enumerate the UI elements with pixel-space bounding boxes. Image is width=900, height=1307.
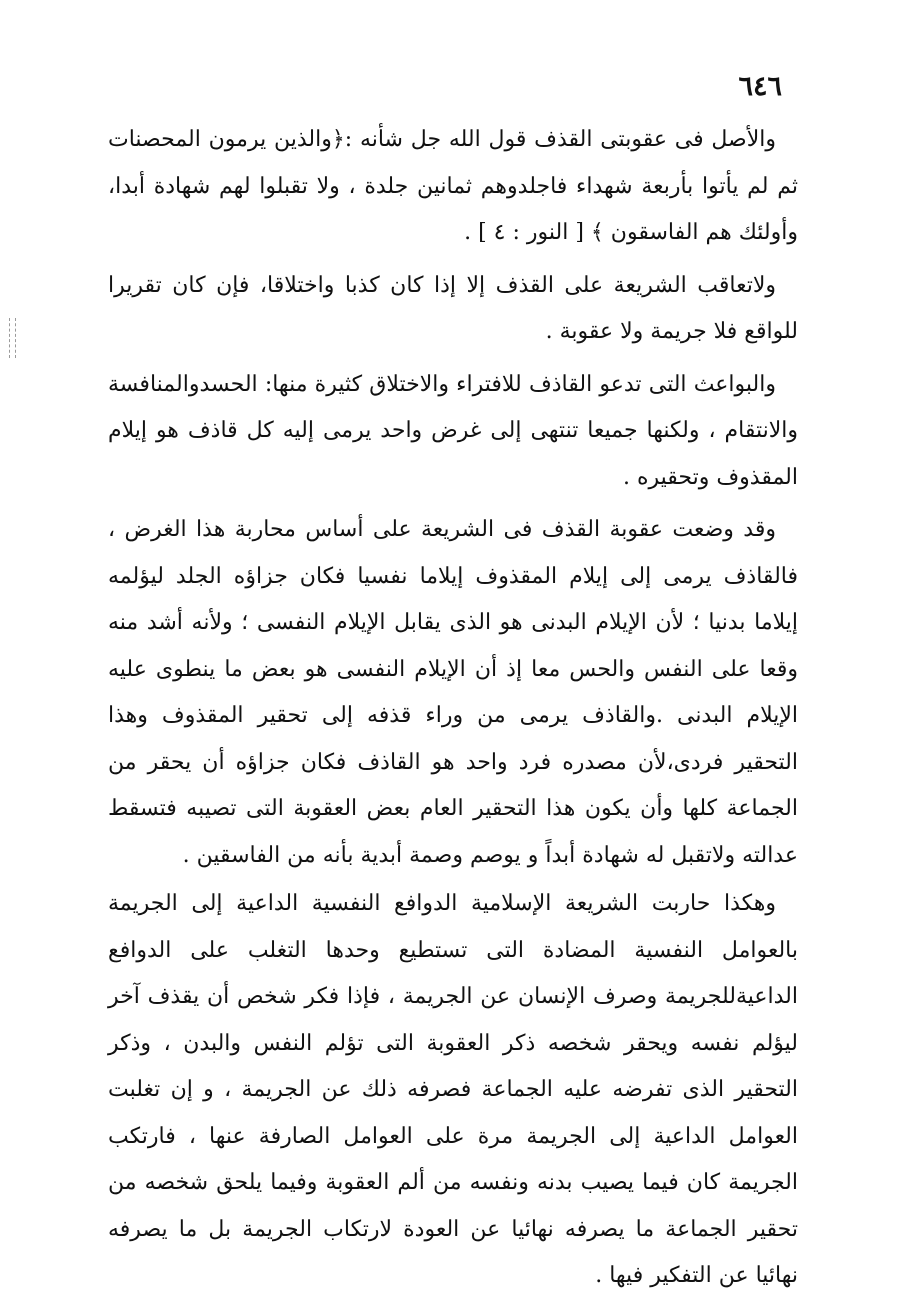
margin-scan-marks: [6, 318, 20, 358]
scan-mark: [15, 318, 16, 358]
paragraph: ولاتعاقب الشريعة على القذف إلا إذا كان كذبا واختلاقا، فإن كان تقريرا للواقع فلا جريمة ولا عقوبة .: [108, 272, 798, 344]
body-text: [108, 117, 798, 1306]
paragraph: وقد وضعت عقوبة القذف فى الشريعة على أساس محاربة هذا الغرض ، فالقاذف يرمى إلى إيلام المقذوف إيلاما نفسيا فكان جزاؤه الجلد ليؤلمه إيلاما بدنيا ؛ لأن الإيلام البدنى هو الذى يقابل الإيلام النفسى ؛ ولأنه أشد منه وقعا على النفس والحس معا إذ أن الإيلام النفسى هو بعض ما ينطوى عليه الإيلام البدنى .والقاذف يرمى من وراء قذفه إلى تحقير المقذوف وهذا التحقير فردى،لأن مصدره فرد واحد هو القاذف فكان جزاؤه أن يحقر من الجماعة كلها وأن يكون هذا التحقير العام بعض العقوبة التى تصيبه فتسقط عدالته ولاتقبل له شهادة أبداً و يوصم وصمة أبدية بأنه من الفاسقين .: [108, 517, 798, 868]
page-number: ٦٤٦: [738, 71, 782, 102]
scan-mark: [9, 318, 10, 358]
paragraph: وهكذا حاربت الشريعة الإسلامية الدوافع النفسية الداعية إلى الجريمة بالعوامل النفسية المضادة التى تستطيع وحدها التغلب على الدوافع الداعيةللجريمة وصرف الإنسان عن الجريمة ، فإذا فكر شخص أن يقذف آخر ليؤلم نفسه ويحقر شخصه ذكر العقوبة التى تؤلم النفس والبدن ، وذكر التحقير الذى تفرضه عليه الجماعة فصرفه ذلك عن الجريمة ، و إن تغلبت العوامل الداعية إلى الجريمة مرة على العوامل الصارفة عنها ، فارتكب الجريمة كان فيما يصيب بدنه ونفسه من ألم العقوبة وفيما يلحق شخصه من تحقير الجماعة ما يصرفه نهائيا عن العودة لارتكاب الجريمة بل ما يصرفه نهائيا عن التفكير فيها .: [108, 891, 798, 1288]
paragraph: والبواعث التى تدعو القاذف للافتراء والاختلاق كثيرة منها: الحسدوالمنافسة والانتقام ، ولكنها جميعا تنتهى إلى غرض واحد يرمى إليه كل قاذف هو إيلام المقذوف وتحقيره .: [108, 371, 798, 490]
paragraph: والأصل فى عقوبتى القذف قول الله جل شأنه :﴿والذين يرمون المحصنات ثم لم يأتوا بأربعة شهداء فاجلدوهم ثمانين جلدة ، ولا تقبلوا لهم شهادة أبدا، وأولئك هم الفاسقون ﴾ [ النور : ٤ ] .: [108, 127, 798, 245]
